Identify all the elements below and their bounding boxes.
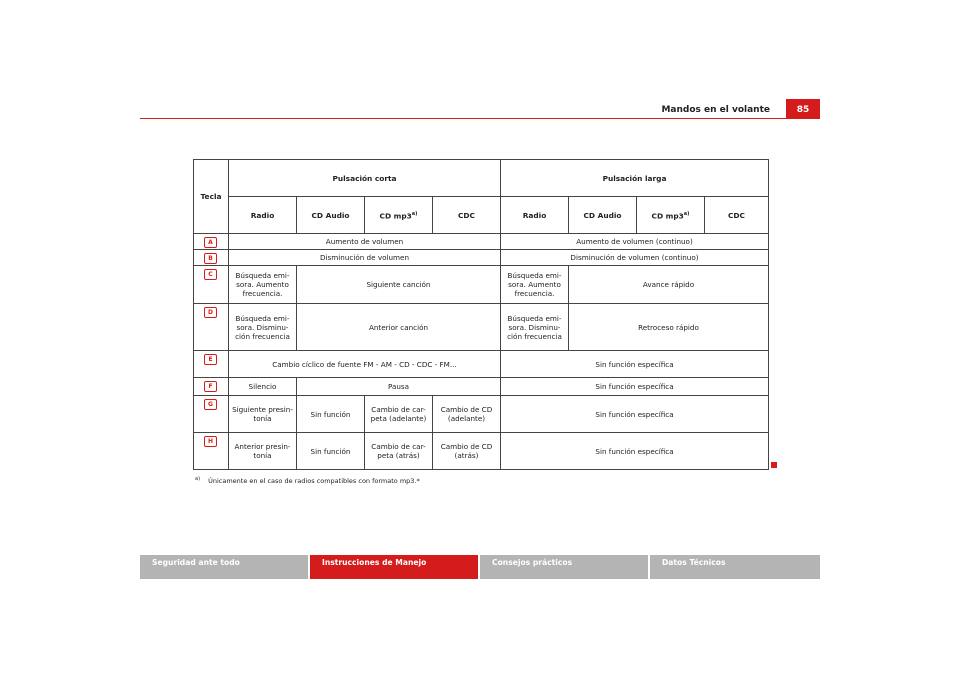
table-row [194,351,769,378]
table-row [194,304,769,351]
key-cell [194,433,229,470]
key-badge: B [204,253,217,264]
nav-tab-consejos[interactable]: Consejos prácticos [480,555,648,579]
cell-long: Aumento de volumen (continuo) [501,234,769,250]
nav-tab-instrucciones[interactable]: Instrucciones de Manejo [310,555,478,579]
nav-tab-datos[interactable]: Datos Técnicos [650,555,820,579]
cell-long-radio: Búsqueda emi-sora. Aumento frecuencia. [501,266,569,304]
cell-cdc: Cambio de CD (adelante) [433,396,501,433]
cell-short-radio: Búsqueda emi-sora. Disminu-ción frecuencia [229,304,297,351]
cell-long-radio: Búsqueda emi-sora. Disminu-ción frecuencia [501,304,569,351]
key-cell [194,250,229,266]
footnote-ref: a) [411,210,418,217]
table-row [194,378,769,396]
key-badge: H [204,436,217,447]
cell-short: Aumento de volumen [229,234,501,250]
key-cell [194,266,229,304]
sub-short-cdc: CDC [433,197,501,234]
sub-long-cdc: CDC [705,197,769,234]
key-badge: D [204,307,217,318]
page-number: 85 [786,99,820,119]
col-key-header: Tecla [194,160,229,234]
cell-cdmp3: Cambio de car-peta (adelante) [365,396,433,433]
sub-short-radio: Radio [229,197,297,234]
cell-short-rest: Anterior canción [297,304,501,351]
table-row [194,433,769,470]
sub-long-cdmp3: CD mp3$^{a)}$ [637,197,705,234]
key-cell [194,378,229,396]
key-badge: G [204,399,217,410]
cell-radio: Anterior presin-tonía [229,433,297,470]
table-row [194,266,769,304]
key-badge: E [204,354,217,365]
table-row [194,234,769,250]
key-cell [194,351,229,378]
cell-cdmp3: Cambio de car-peta (atrás) [365,433,433,470]
cell-long: Disminución de volumen (continuo) [501,250,769,266]
key-cell [194,396,229,433]
controls-table [193,159,769,470]
page-header-title: Mandos en el volante [661,105,770,115]
key-badge: C [204,269,217,280]
cell-short-rest: Pausa [297,378,501,396]
cell-long: Sin función específica [501,351,769,378]
key-badge: F [204,381,217,392]
cell-long: Sin función específica [501,396,769,433]
cell-long: Sin función específica [501,433,769,470]
table-row [194,250,769,266]
cell-short: Disminución de volumen [229,250,501,266]
cell-short-rest: Siguiente canción [297,266,501,304]
cell-short-radio: Búsqueda emi-sora. Aumento frecuencia. [229,266,297,304]
nav-tab-seguridad[interactable]: Seguridad ante todo [140,555,308,579]
cell-cdaudio: Sin función [297,433,365,470]
end-of-section-marker [771,462,777,468]
footnote-marker: a) [195,476,201,482]
cell-cdaudio: Sin función [297,396,365,433]
header-rule [140,118,820,119]
sub-long-radio: Radio [501,197,569,234]
sub-long-cdaudio: CD Audio [569,197,637,234]
cell-radio: Siguiente presin-tonía [229,396,297,433]
cell-long-rest: Retroceso rápido [569,304,769,351]
sub-short-cdmp3: CD mp3$^{a)}$ [365,197,433,234]
footnote [195,476,420,485]
cell-long: Sin función específica [501,378,769,396]
col-short-header: Pulsación corta [229,160,501,197]
key-badge: A [204,237,217,248]
footnote-text: Únicamente en el caso de radios compatibles con formato mp3.* [208,477,420,486]
col-long-header: Pulsación larga [501,160,769,197]
cell-short: Cambio cíclico de fuente FM - AM - CD - CDC - FM... [229,351,501,378]
cell-short-radio: Silencio [229,378,297,396]
cell-cdc: Cambio de CD (atrás) [433,433,501,470]
cell-long-rest: Avance rápido [569,266,769,304]
key-cell [194,304,229,351]
sub-short-cdaudio: CD Audio [297,197,365,234]
footnote-ref: a) [683,210,690,217]
table-row [194,396,769,433]
key-cell [194,234,229,250]
